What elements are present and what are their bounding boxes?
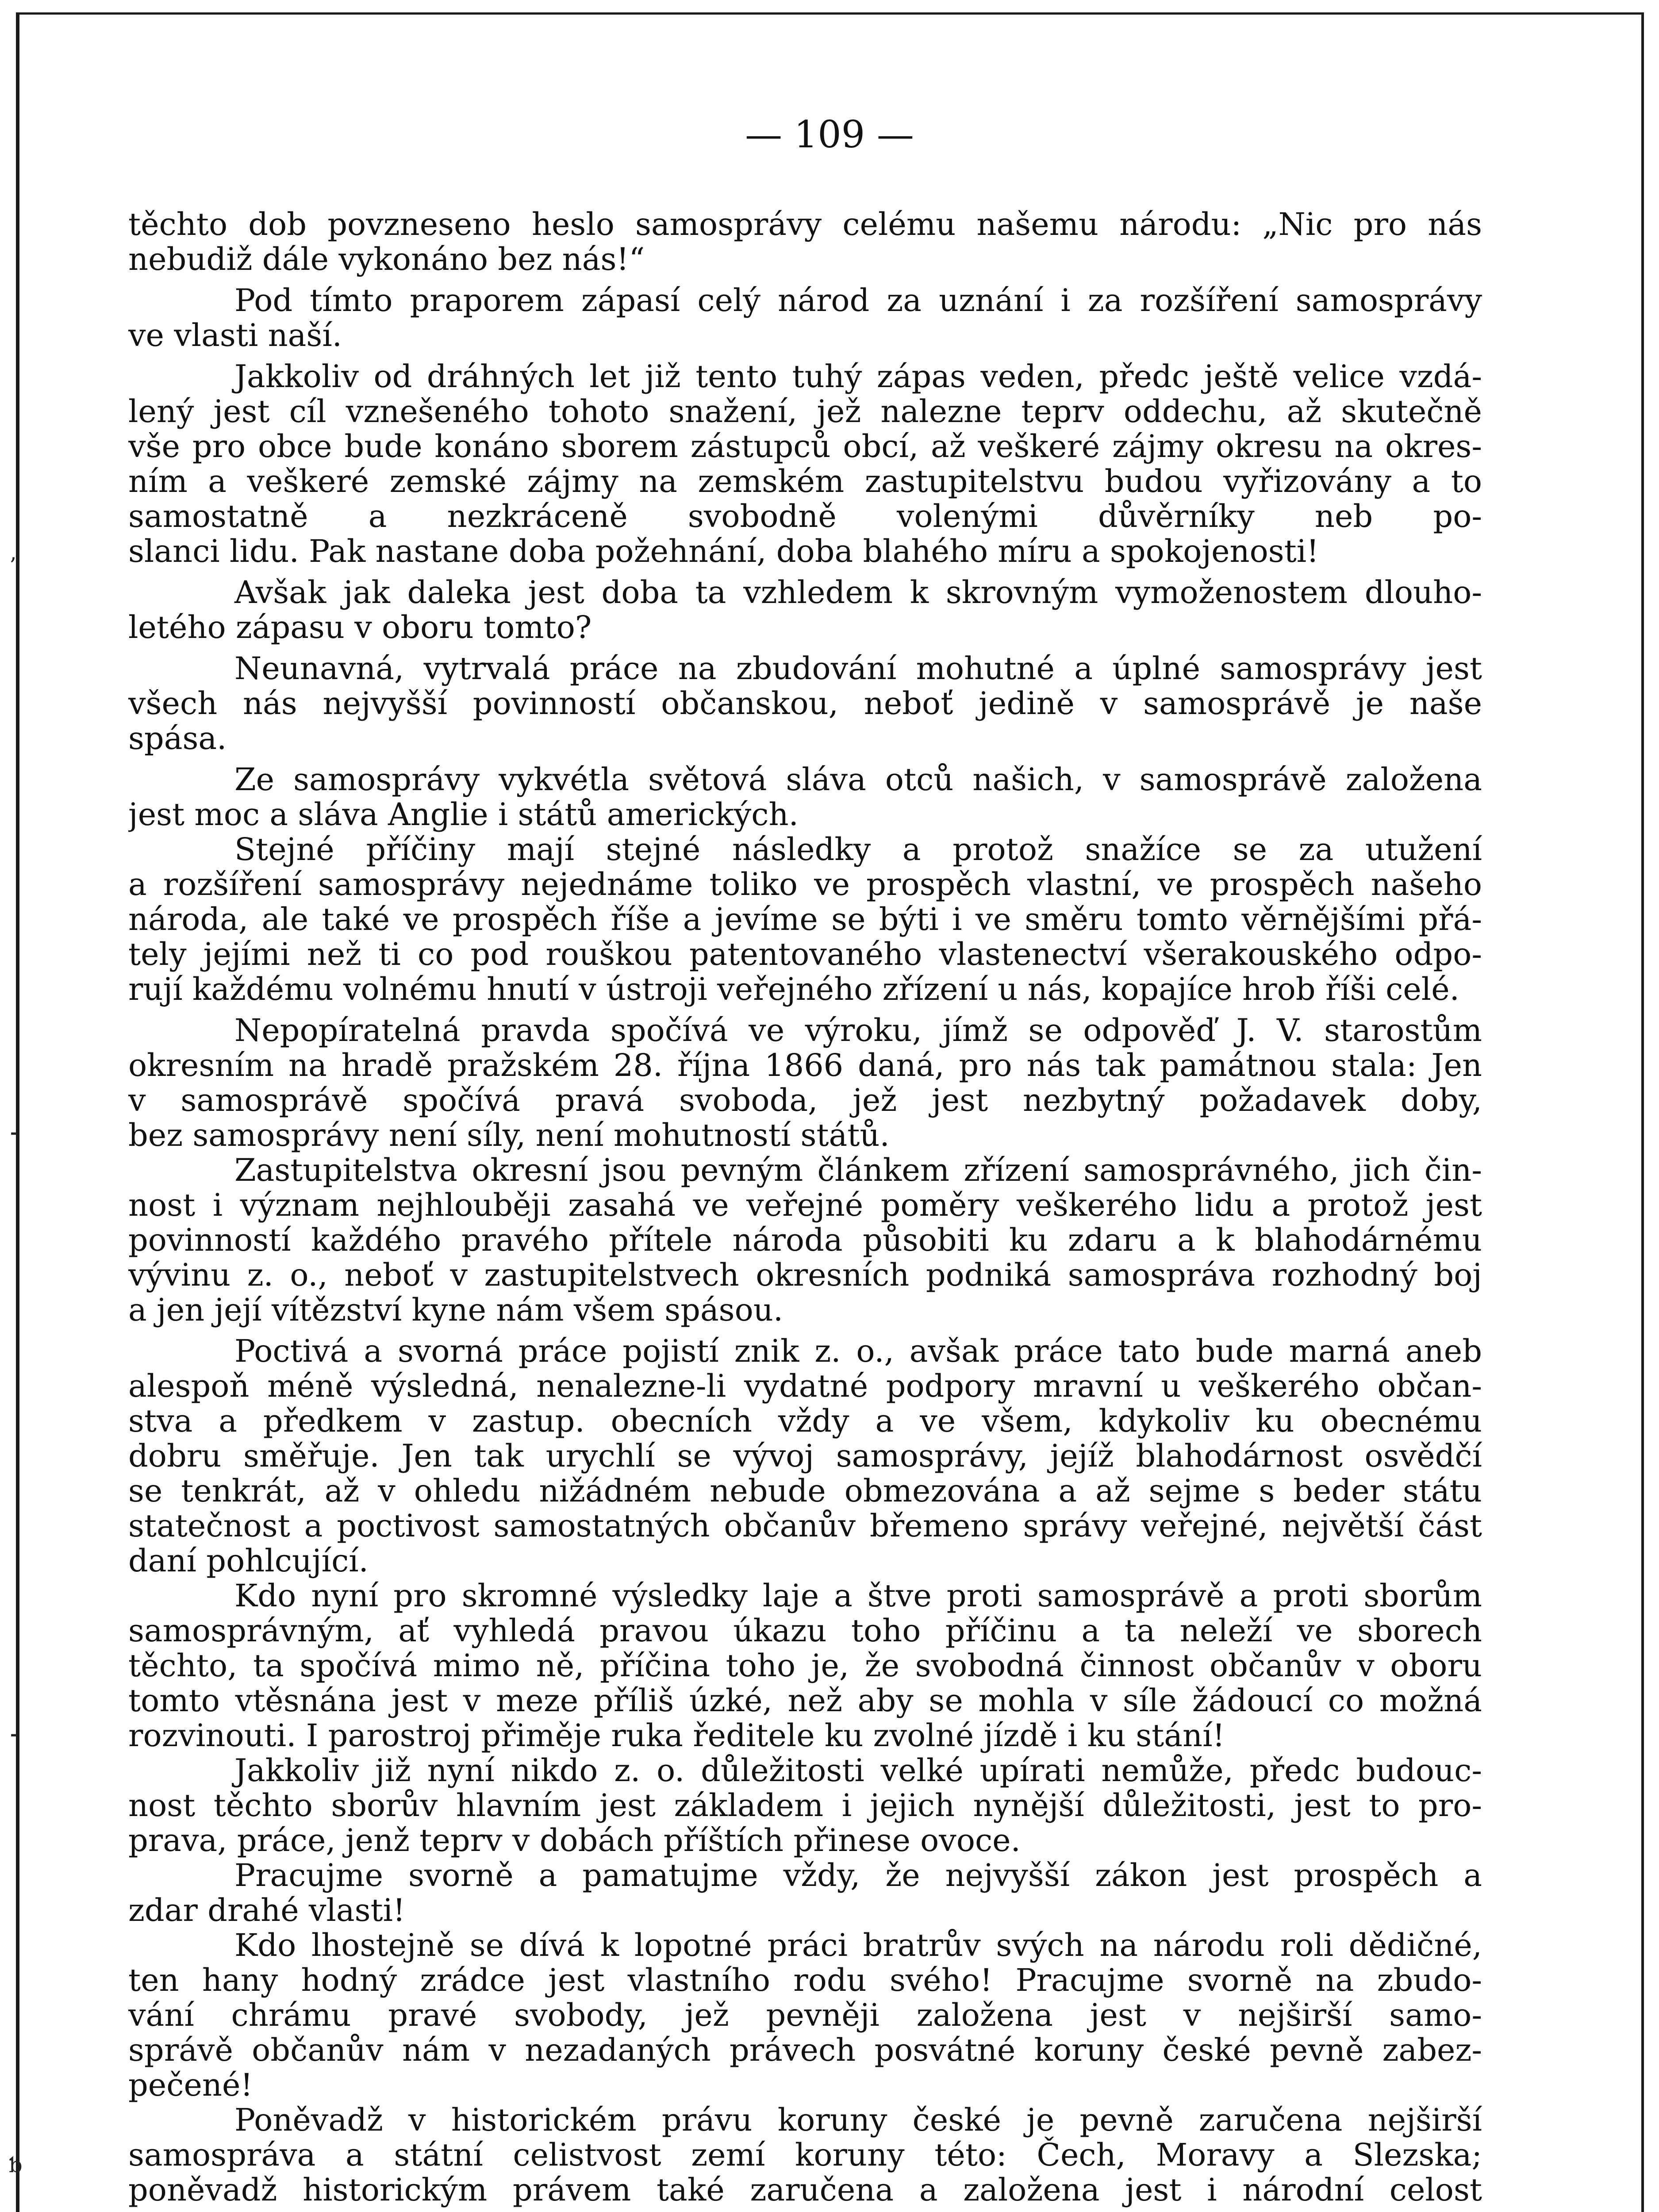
text-line: Pracujme svorně a pamatujme vždy, že nejvyšší zákon jest prospěch a xyxy=(234,1857,1482,1893)
margin-mark: ʼ xyxy=(9,553,16,578)
text-line: lený jest cíl vznešeného tohoto snažení, jež nalezne teprv oddechu, až skutečně xyxy=(128,393,1482,430)
text-line: dobru směřuje. Jen tak urychlí se vývoj samosprávy, jejíž blahodárnost osvědčí xyxy=(128,1438,1482,1474)
margin-mark: ⁃ xyxy=(9,1122,19,1147)
text-line: se tenkrát, až v ohledu nižádném nebude obmezována a až sejme s beder státu xyxy=(128,1473,1482,1509)
text-line: ve vlasti naší. xyxy=(128,317,342,353)
text-line: všech nás nejvyšší povinností občanskou, neboť jedině v samosprávě je naše xyxy=(128,685,1482,722)
text-line: vše pro obce bude konáno sborem zástupců obcí, až veškeré zájmy okresu na okres- xyxy=(128,428,1482,465)
text-line: Zastupitelstva okresní jsou pevným článkem zřízení samosprávného, jich čin- xyxy=(234,1152,1482,1188)
text-line: slanci lidu. Pak nastane doba požehnání, doba blahého míru a spokojenosti! xyxy=(128,533,1319,569)
text-line: nebudiž dále vykonáno bez nás!“ xyxy=(128,241,645,277)
text-line: Poctivá a svorná práce pojistí znik z. o., avšak práce tato bude marná aneb xyxy=(234,1333,1482,1369)
text-line: vývinu z. o., neboť v zastupitelstvech okresních podniká samospráva rozhodný boj xyxy=(128,1257,1482,1293)
text-line: samosprávným, ať vyhledá pravou úkazu toho příčinu a ta neleží ve sborech xyxy=(128,1613,1482,1649)
text-line: Avšak jak daleka jest doba ta vzhledem k skrovným vymoženostem dlouho- xyxy=(234,574,1482,611)
text-line: Jakkoliv od dráhných let již tento tuhý zápas veden, předc ještě velice vzdá- xyxy=(234,358,1482,395)
text-line: tely jejími než ti co pod rouškou patentovaného vlastenectví všerakouského odpo- xyxy=(128,936,1482,972)
text-line: správě občanův nám v nezadaných právech posvátné koruny české pevně zabez- xyxy=(128,2032,1482,2068)
text-line: spása. xyxy=(128,720,227,757)
text-line: v samosprávě spočívá pravá svoboda, jež jest nezbytný požadavek doby, xyxy=(128,1082,1482,1118)
text-line: samostatně a nezkráceně svobodně volenými důvěrníky neb po- xyxy=(128,498,1482,534)
text-line: Kdo lhostejně se dívá k lopotné práci bratrův svých na národu roli dědičné, xyxy=(234,1927,1482,1963)
text-line: zdar drahé vlasti! xyxy=(128,1892,406,1928)
text-line: Nepopíratelná pravda spočívá ve výroku, jímž se odpověď J. V. starostům xyxy=(234,1012,1482,1048)
margin-mark: ⁃ xyxy=(9,1724,19,1748)
text-line: nost i význam nejhlouběji zasahá ve veřejné poměry veškerého lidu a protož jest xyxy=(128,1187,1482,1223)
text-line: Ze samosprávy vykvétla světová sláva otců našich, v samosprávě založena xyxy=(234,761,1482,798)
text-line: ten hany hodný zrádce jest vlastního rodu svého! Pracujme svorně na zbudo- xyxy=(128,1962,1482,1998)
text-line: letého zápasu v oboru tomto? xyxy=(128,609,592,645)
page-number: — 109 — xyxy=(745,113,914,156)
text-line: a jen její vítězství kyne nám všem spásou. xyxy=(128,1292,783,1328)
text-line: nost těchto sborův hlavním jest základem i jejich nynější důležitosti, jest to pro- xyxy=(128,1787,1482,1824)
text-line: rozvinouti. I parostroj přiměje ruka ředitele ku zvolné jízdě i ku stání! xyxy=(128,1717,1225,1754)
margin-mark: ƅ xyxy=(9,2153,23,2177)
text-line: daní pohlcující. xyxy=(128,1543,369,1579)
text-line: Neunavná, vytrvalá práce na zbudování mohutné a úplné samosprávy jest xyxy=(234,650,1482,687)
text-line: tomto vtěsnána jest v meze příliš úzké, než aby se mohla v síle žádoucí co možná xyxy=(128,1682,1482,1719)
text-line: okresním na hradě pražském 28. října 1866 daná, pro nás tak památnou stala: Jen xyxy=(128,1047,1482,1083)
text-line: ním a veškeré zemské zájmy na zemském zastupitelstvu budou vyřizovány a to xyxy=(128,463,1482,499)
text-line: národa, ale také ve prospěch říše a jevíme se býti i ve směru tomto věrnějšími přá- xyxy=(128,901,1482,937)
text-line: stva a předkem v zastup. obecních vždy a ve všem, kdykoliv ku obecnému xyxy=(128,1403,1482,1439)
text-line: Jakkoliv již nyní nikdo z. o. důležitosti velké upírati nemůže, předc budouc- xyxy=(234,1752,1482,1789)
text-line: pečené! xyxy=(128,2067,253,2103)
text-line: bez samosprávy není síly, není mohutností států. xyxy=(128,1117,890,1153)
text-line: těchto dob povzneseno heslo samosprávy celému našemu národu: „Nic pro nás xyxy=(128,207,1482,242)
text-line: těchto, ta spočívá mimo ně, příčina toho je, že svobodná činnost občanův v oboru xyxy=(128,1647,1482,1684)
text-line: samospráva a státní celistvost zemí koruny této: Čech, Moravy a Slezska; xyxy=(128,2137,1482,2173)
text-line: Poněvadž v historickém právu koruny české je pevně zaručena nejširší xyxy=(234,2102,1482,2138)
text-line: a rozšíření samosprávy nejednáme toliko ve prospěch vlastní, ve prospěch našeho xyxy=(128,866,1482,902)
text-line: povinností každého pravého přítele národa působiti ku zdaru a k blahodárnému xyxy=(128,1222,1482,1258)
text-line: prava, práce, jenž teprv v dobách příštích přinese ovoce. xyxy=(128,1822,1021,1859)
document-body xyxy=(128,207,1482,2212)
text-line: poněvadž historickým právem také zaručena a založena jest i národní celost xyxy=(128,2172,1482,2208)
text-line: statečnost a poctivost samostatných občanův břemeno správy veřejné, největší část xyxy=(128,1508,1482,1544)
text-line: vání chrámu pravé svobody, jež pevněji založena jest v nejširší samo- xyxy=(128,1997,1482,2033)
text-line: Pod tímto praporem zápasí celý národ za uznání i za rozšíření samosprávy xyxy=(234,282,1482,319)
text-line: rují každému volnému hnutí v ústroji veřejného zřízení u nás, kopajíce hrob říši celé. xyxy=(128,971,1459,1007)
text-line: jest moc a sláva Anglie i států amerických. xyxy=(128,796,799,833)
text-line: Stejné příčiny mají stejné následky a protož snažíce se za utužení xyxy=(234,831,1482,868)
text-line: Kdo nyní pro skromné výsledky laje a štve proti samosprávě a proti sborům xyxy=(234,1578,1482,1614)
text-line: alespoň méně výsledná, nenalezne-li vydatné podpory mravní u veškerého občan- xyxy=(128,1368,1482,1404)
